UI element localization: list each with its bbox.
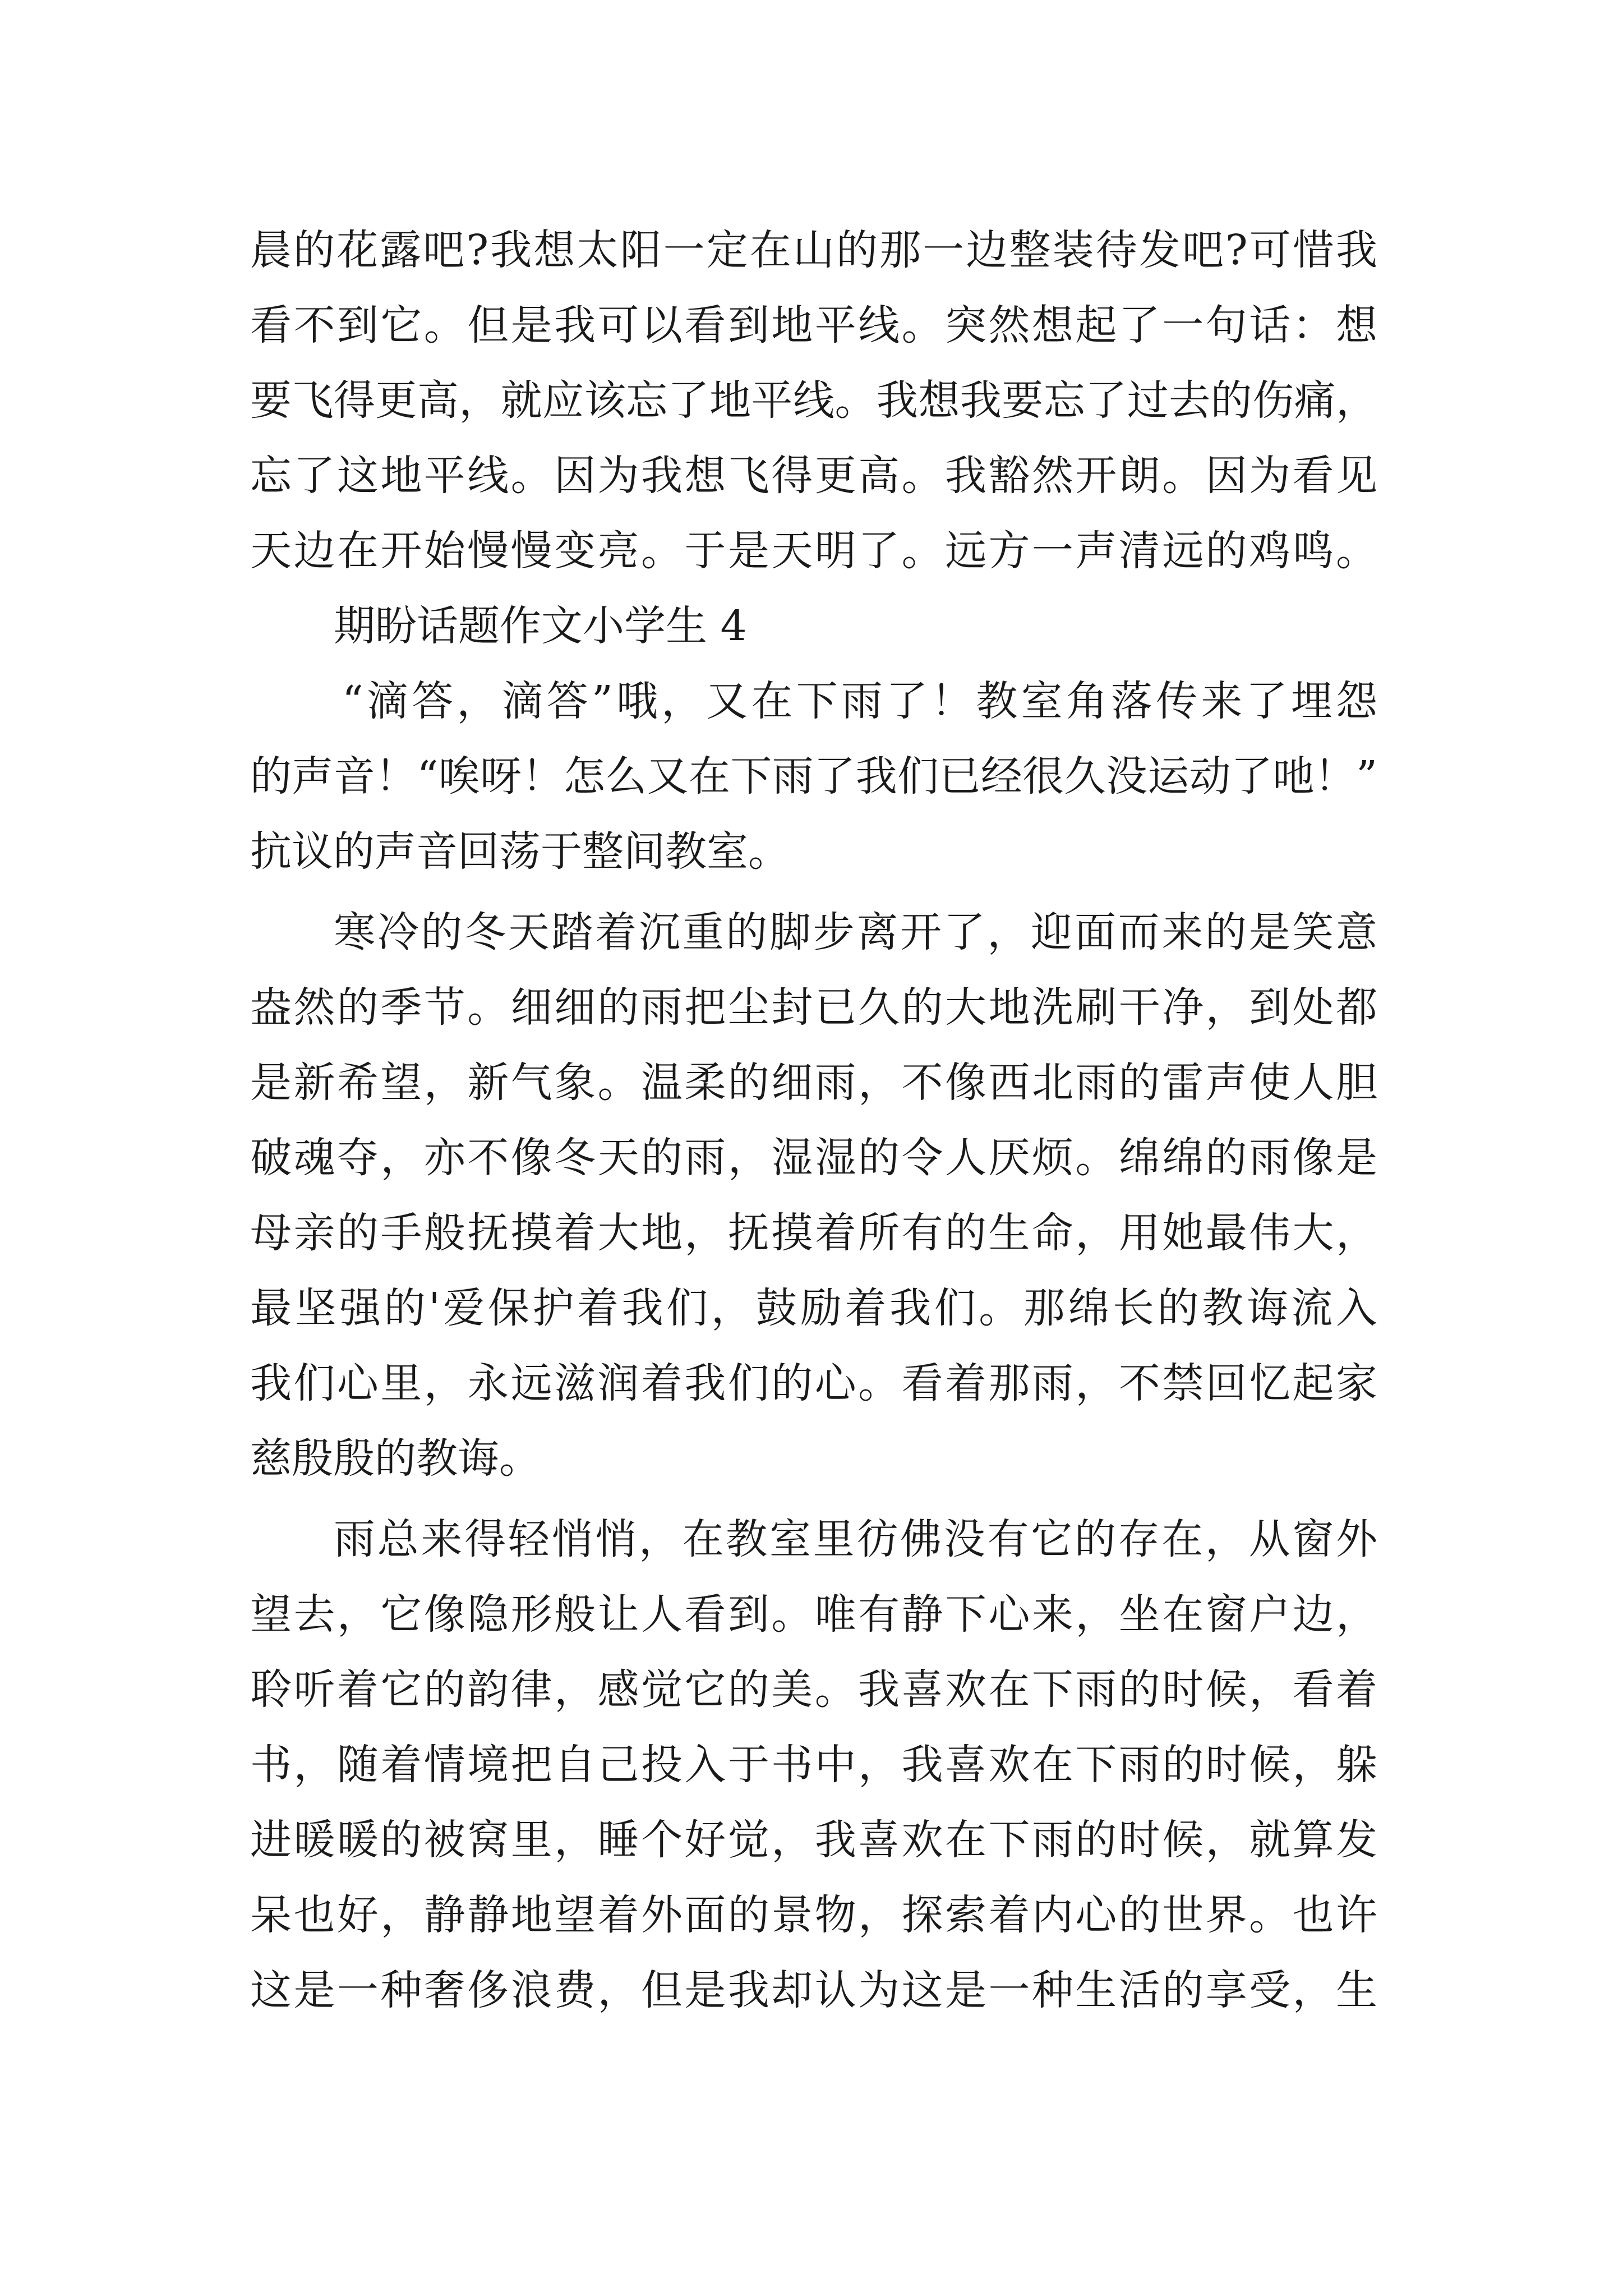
text-line: 抗议的声音回荡于整间教室。 [250, 827, 790, 876]
text-line: 忘了这地平线。因为我想飞得更高。我豁然开朗。因为看见 [250, 452, 1377, 500]
text-line: 书，随着情境把自己投入于书中，我喜欢在下雨的时候，躲 [250, 1741, 1377, 1789]
text-line: 寒冷的冬天踏着沉重的脚步离开了，迎面而来的是笑意 [334, 908, 1377, 956]
text-line: 最坚强的'爱保护着我们，鼓励着我们。那绵长的教诲流入 [250, 1284, 1377, 1332]
section-heading: 期盼话题作文小学生 4 [334, 602, 747, 650]
text-line: 看不到它。但是我可以看到地平线。突然想起了一句话：想 [250, 301, 1377, 349]
text-line: 是新希望，新气象。温柔的细雨，不像西北雨的雷声使人胆 [250, 1059, 1377, 1107]
text-line: 晨的花露吧?我想太阳一定在山的那一边整装待发吧?可惜我 [250, 226, 1377, 274]
text-line: 慈殷殷的教诲。 [250, 1434, 541, 1483]
text-line: “滴答，滴答”哦，又在下雨了！教室角落传来了埋怨 [342, 677, 1377, 725]
text-line: 要飞得更高，就应该忘了地平线。我想我要忘了过去的伤痛， [250, 376, 1377, 425]
text-line: 聆听着它的韵律，感觉它的美。我喜欢在下雨的时候，看着 [250, 1665, 1377, 1714]
text-line: 天边在开始慢慢变亮。于是天明了。远方一声清远的鸡鸣。 [250, 527, 1377, 575]
text-line: 雨总来得轻悄悄，在教室里彷佛没有它的存在，从窗外 [334, 1515, 1377, 1563]
text-line: 这是一种奢侈浪费，但是我却认为这是一种生活的享受，生 [250, 1966, 1377, 2014]
text-line: 呆也好，静静地望着外面的景物，探索着内心的世界。也许 [250, 1891, 1377, 1939]
text-line: 进暖暖的被窝里，睡个好觉，我喜欢在下雨的时候，就算发 [250, 1816, 1377, 1864]
text-line: 望去，它像隐形般让人看到。唯有静下心来，坐在窗户边， [250, 1590, 1377, 1639]
text-line: 母亲的手般抚摸着大地，抚摸着所有的生命，用她最伟大， [250, 1209, 1377, 1257]
text-line: 破魂夺，亦不像冬天的雨，湿湿的令人厌烦。绵绵的雨像是 [250, 1134, 1377, 1182]
text-line: 的声音！“唉呀！怎么又在下雨了我们已经很久没运动了吔！” [250, 752, 1377, 800]
text-line: 盎然的季节。细细的雨把尘封已久的大地洗刷干净，到处都 [250, 983, 1377, 1032]
text-line: 我们心里，永远滋润着我们的心。看着那雨，不禁回忆起家 [250, 1359, 1377, 1407]
